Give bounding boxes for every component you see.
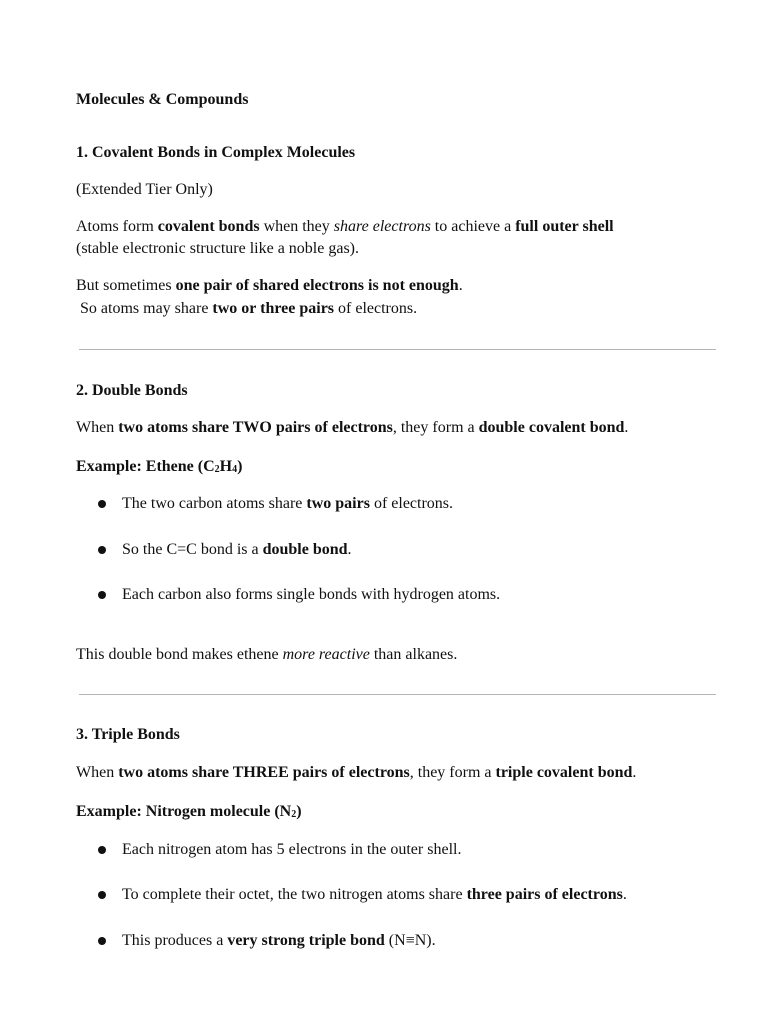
bullet-dot xyxy=(98,891,106,899)
section-2-example-heading: Example: Ethene $(C_2H_4)$ xyxy=(76,458,243,475)
section-1-paragraph-1-cont: (stable electronic structure like a noble gas). xyxy=(76,240,359,257)
bullet-dot xyxy=(98,546,106,554)
list-item: The two carbon atoms share two pairs of electrons. xyxy=(122,495,454,512)
list-item: Each carbon also forms single bonds with hydrogen atoms. xyxy=(122,586,501,603)
section-1-paragraph-2: But sometimes one pair of shared electrons is not enough. xyxy=(76,277,463,294)
bullet-dot xyxy=(98,937,106,945)
section-3-example-heading: Example: Nitrogen molecule $(N_2)$ xyxy=(76,803,302,820)
section-2-closing: This double bond makes ethene more reactive than alkanes. xyxy=(76,646,458,663)
section-1-paragraph-3: So atoms may share two or three pairs of electrons. xyxy=(76,300,418,317)
section-divider xyxy=(79,694,716,695)
bullet-dot xyxy=(98,500,106,508)
bullet-dot xyxy=(98,846,106,854)
bullet-dot xyxy=(98,591,106,599)
section-2-intro: When two atoms share TWO pairs of electrons, they form a double covalent bond. xyxy=(76,419,629,436)
section-1-heading: 1. Covalent Bonds in Complex Molecules xyxy=(76,144,356,161)
section-1-tier-note: (Extended Tier Only) xyxy=(76,181,213,198)
section-1-paragraph-1: Atoms form covalent bonds when they share electrons to achieve a full outer shell xyxy=(76,218,614,235)
list-item: So the C=C bond is a double bond. xyxy=(122,541,352,558)
section-3-heading: 3. Triple Bonds xyxy=(76,726,180,743)
section-3-intro: When two atoms share THREE pairs of electrons, they form a triple covalent bond. xyxy=(76,764,637,781)
page-title: Molecules & Compounds xyxy=(76,91,249,108)
list-item: To complete their octet, the two nitrogen atoms share three pairs of electrons. xyxy=(122,886,627,903)
list-item: This produces a very strong triple bond (N≡N). xyxy=(122,932,436,949)
section-2-heading: 2. Double Bonds xyxy=(76,382,188,399)
list-item: Each nitrogen atom has 5 electrons in the outer shell. xyxy=(122,841,462,858)
section-divider xyxy=(79,349,716,350)
